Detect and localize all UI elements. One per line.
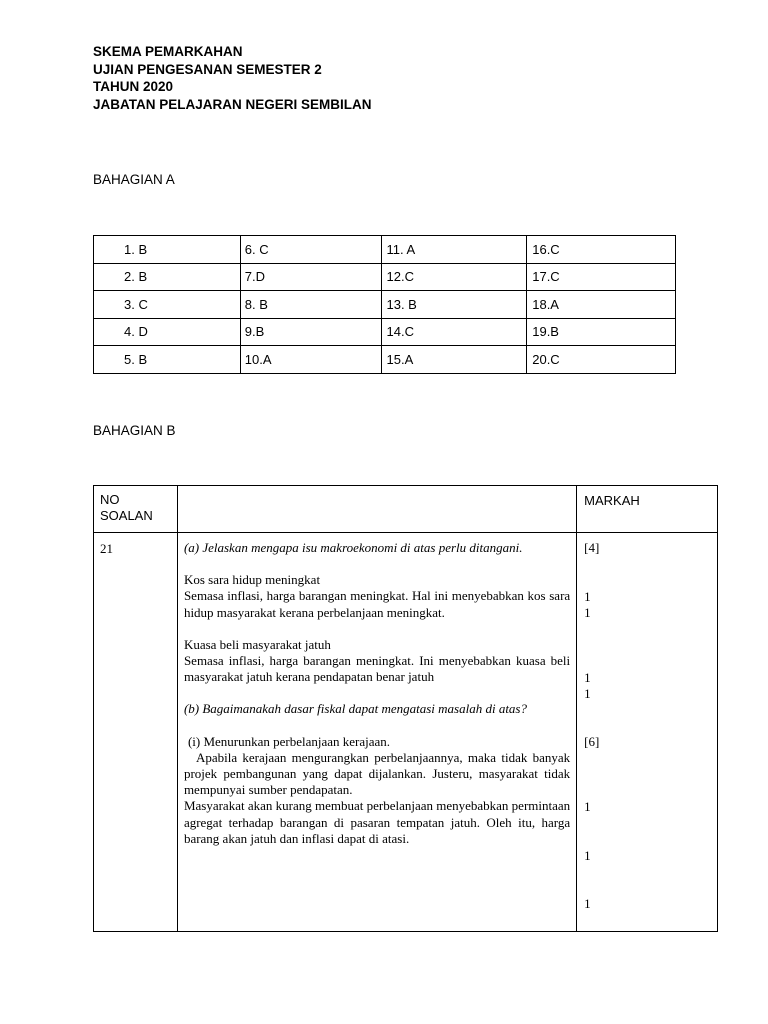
column-header-no-soalan: NO SOALAN xyxy=(94,486,178,533)
mark-value: 1 xyxy=(584,588,591,604)
table-row xyxy=(94,346,676,374)
table-row xyxy=(94,533,718,932)
mark-value: 1 xyxy=(584,847,591,863)
answer-cell: 15.A xyxy=(381,346,527,374)
mark-value: 1 xyxy=(584,685,591,701)
table-row xyxy=(94,263,676,291)
section-b-title: BAHAGIAN B xyxy=(93,423,176,438)
marks-a: [4] xyxy=(584,540,600,555)
answer-cell: 4. D xyxy=(94,318,241,346)
point-b1-title: (i) Menurunkan perbelanjaan kerajaan. xyxy=(187,733,391,749)
answer-cell: 11. A xyxy=(381,236,527,264)
table-header-row xyxy=(94,486,718,533)
answer-cell: 5. B xyxy=(94,346,241,374)
answer-cell: 7.D xyxy=(240,263,381,291)
answer-cell: 19.B xyxy=(527,318,676,346)
answer-cell: 3. C xyxy=(94,291,241,319)
answer-cell: 6. C xyxy=(240,236,381,264)
point-b1-text: Apabila kerajaan mengurangkan perbelanjaannya, maka tidak banyak projek pembangunan yang dapat dijalankan. Justeru, masyarakat tidak mempunyai sumber pendapatan. xyxy=(183,749,571,798)
answer-cell: 1. B xyxy=(94,236,241,264)
answer-cell: 17.C xyxy=(527,263,676,291)
section-a-answer-table xyxy=(93,235,676,374)
marks-b: [6] xyxy=(584,734,600,750)
answer-cell: 10.A xyxy=(240,346,381,374)
point-1-title: Kos sara hidup meningkat xyxy=(183,572,321,588)
section-a-title: BAHAGIAN A xyxy=(93,172,175,187)
header-exam: UJIAN PENGESANAN SEMESTER 2 xyxy=(93,61,322,77)
table-row xyxy=(94,318,676,346)
header-year: TAHUN 2020 xyxy=(93,79,174,94)
answer-cell: 18.A xyxy=(527,291,676,319)
answer-cell: 12.C xyxy=(381,263,527,291)
mark-value: 1 xyxy=(584,669,591,685)
point-2-title: Kuasa beli masyarakat jatuh xyxy=(183,636,331,652)
column-header-markah: MARKAH xyxy=(577,486,718,533)
answer-content xyxy=(177,533,576,932)
point-2-text: Semasa inflasi, harga barangan meningkat. Ini menyebabkan kuasa beli masyarakat jatuh kerana pendapatan benar jatuh xyxy=(183,653,571,685)
answer-cell: 14.C xyxy=(381,318,527,346)
mark-value: 1 xyxy=(584,799,591,814)
point-b1-text-2: Masyarakat akan kurang membuat perbelanjaan menyebabkan permintaan agregat terhadap barangan di pasaran tempatan jatuh. Oleh itu, harga barang akan jatuh dan inflasi dapat di atasi. xyxy=(183,798,571,846)
section-b-marking-table xyxy=(93,485,718,932)
question-number: 21 xyxy=(94,533,178,932)
answer-cell: 16.C xyxy=(527,236,676,264)
header-title: SKEMA PEMARKAHAN xyxy=(93,44,243,59)
header-department: JABATAN PELAJARAN NEGERI SEMBILAN xyxy=(93,96,372,112)
table-row xyxy=(94,236,676,264)
document-header xyxy=(93,43,372,113)
mark-value: 1 xyxy=(584,896,591,912)
table-row xyxy=(94,291,676,319)
marks-column xyxy=(577,533,718,932)
answer-cell: 9.B xyxy=(240,318,381,346)
answer-cell: 8. B xyxy=(240,291,381,319)
point-1-text: Semasa inflasi, harga barangan meningkat. Hal ini menyebabkan kos sara hidup masyarakat kerana perbelanjaan meningkat. xyxy=(183,588,571,620)
column-header-answer xyxy=(177,486,576,533)
answer-cell: 13. B xyxy=(381,291,527,319)
mark-value: 1 xyxy=(584,604,591,620)
question-b: (b) Bagaimanakah dasar fiskal dapat mengatasi masalah di atas? xyxy=(183,701,527,717)
answer-cell: 20.C xyxy=(527,346,676,374)
answer-cell: 2. B xyxy=(94,263,241,291)
question-a: (a) Jelaskan mengapa isu makroekonomi di atas perlu ditangani. xyxy=(183,540,523,555)
